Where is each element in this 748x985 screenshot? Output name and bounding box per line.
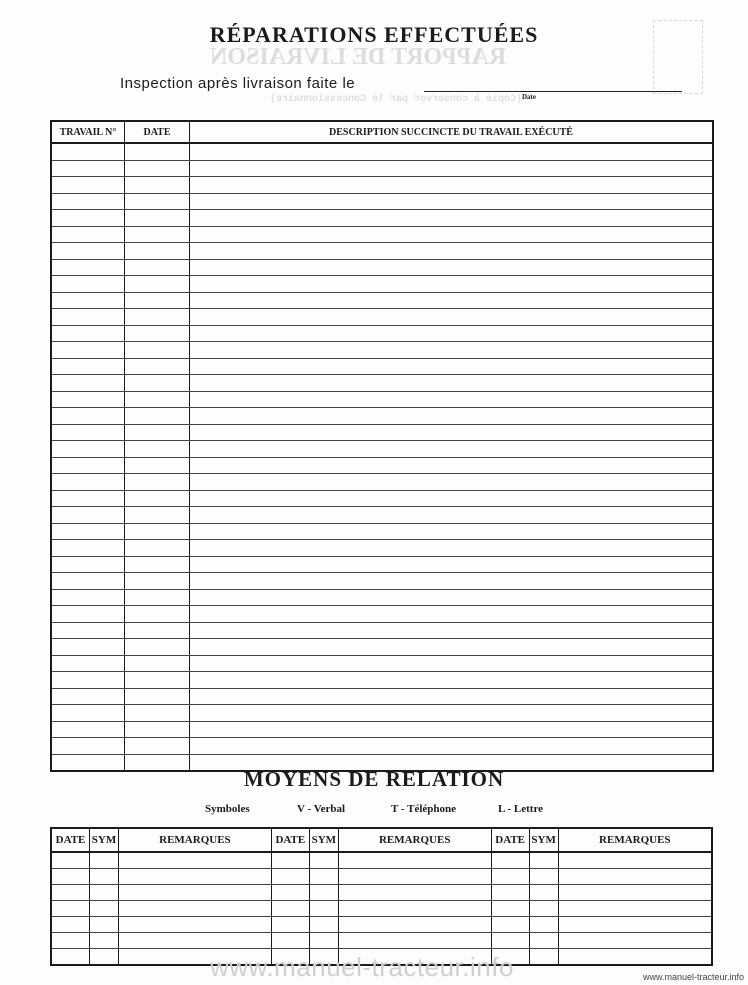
table-row [51, 210, 713, 227]
description-cell[interactable] [190, 342, 714, 359]
travail-cell[interactable] [51, 243, 125, 260]
relation-title: MOYENS DE RELATION [243, 767, 505, 791]
remarques-cell[interactable] [338, 901, 491, 917]
description-cell[interactable] [190, 391, 714, 408]
date-cell[interactable] [51, 885, 90, 901]
travail-cell[interactable] [51, 193, 125, 210]
travail-cell[interactable] [51, 457, 125, 474]
date-cell[interactable] [125, 589, 190, 606]
sym-cell[interactable] [529, 852, 558, 869]
relation-table-body [51, 852, 712, 965]
sym-cell[interactable] [90, 901, 119, 917]
table-row [51, 342, 713, 359]
description-cell[interactable] [190, 474, 714, 491]
repairs-header-row [51, 121, 713, 143]
description-cell[interactable] [190, 210, 714, 227]
date-cell[interactable] [125, 276, 190, 293]
date-cell[interactable] [491, 885, 529, 901]
sym-cell[interactable] [309, 869, 338, 885]
header-date-1: DATE [51, 828, 90, 852]
table-row [51, 507, 713, 524]
table-row [51, 259, 713, 276]
repairs-table-body [51, 143, 713, 771]
travail-cell[interactable] [51, 226, 125, 243]
travail-cell[interactable] [51, 325, 125, 342]
table-row [51, 193, 713, 210]
date-cell[interactable] [51, 949, 90, 966]
remarques-cell[interactable] [338, 869, 491, 885]
travail-cell[interactable] [51, 441, 125, 458]
date-cell[interactable] [125, 672, 190, 689]
sym-cell[interactable] [529, 901, 558, 917]
remarques-cell[interactable] [558, 869, 712, 885]
inspection-label: Inspection après livraison faite le [120, 75, 356, 92]
table-row [51, 852, 712, 869]
header-travail-no: TRAVAIL N° [51, 121, 125, 143]
travail-cell[interactable] [51, 342, 125, 359]
date-cell[interactable] [125, 408, 190, 425]
date-cell[interactable] [51, 917, 90, 933]
date-cell[interactable] [271, 885, 309, 901]
travail-cell[interactable] [51, 259, 125, 276]
inspection-date-line[interactable] [424, 91, 682, 92]
sym-cell[interactable] [90, 949, 119, 966]
sym-cell[interactable] [90, 869, 119, 885]
date-cell[interactable] [271, 869, 309, 885]
relation-table [50, 827, 713, 966]
remarques-cell[interactable] [338, 933, 491, 949]
date-cell[interactable] [125, 325, 190, 342]
description-cell[interactable] [190, 276, 714, 293]
table-row [51, 424, 713, 441]
table-row [51, 441, 713, 458]
date-cell[interactable] [125, 160, 190, 177]
header-description: DESCRIPTION SUCCINCTE DU TRAVAIL EXÉCUTÉ [190, 121, 714, 143]
bleed-through-heading: RAPPORT DE LIVRAISON [210, 44, 507, 70]
description-cell[interactable] [190, 375, 714, 392]
bleed-through-subtitle: (Copie à conserver par le Concessionnaire) [270, 94, 523, 105]
description-cell[interactable] [190, 738, 714, 755]
travail-cell[interactable] [51, 490, 125, 507]
table-row [51, 276, 713, 293]
table-row [51, 589, 713, 606]
table-row [51, 408, 713, 425]
header-sym-1: SYM [90, 828, 119, 852]
table-row [51, 292, 713, 309]
remarques-cell[interactable] [338, 917, 491, 933]
remarques-cell[interactable] [119, 901, 272, 917]
date-cell[interactable] [125, 540, 190, 557]
date-cell[interactable] [125, 622, 190, 639]
date-caption: Date [522, 93, 536, 101]
date-cell[interactable] [125, 507, 190, 524]
date-cell[interactable] [125, 573, 190, 590]
travail-cell[interactable] [51, 556, 125, 573]
description-cell[interactable] [190, 721, 714, 738]
description-cell[interactable] [190, 688, 714, 705]
travail-cell[interactable] [51, 721, 125, 738]
date-cell[interactable] [125, 655, 190, 672]
travail-cell[interactable] [51, 408, 125, 425]
travail-cell[interactable] [51, 143, 125, 160]
table-row [51, 540, 713, 557]
date-cell[interactable] [125, 738, 190, 755]
date-cell[interactable] [125, 556, 190, 573]
description-cell[interactable] [190, 705, 714, 722]
remarques-cell[interactable] [558, 901, 712, 917]
travail-cell[interactable] [51, 210, 125, 227]
description-cell[interactable] [190, 309, 714, 326]
sym-cell[interactable] [529, 885, 558, 901]
date-cell[interactable] [271, 852, 309, 869]
date-cell[interactable] [125, 375, 190, 392]
table-row [51, 474, 713, 491]
table-row [51, 375, 713, 392]
header-date-3: DATE [491, 828, 529, 852]
travail-cell[interactable] [51, 507, 125, 524]
description-cell[interactable] [190, 424, 714, 441]
header-sym-2: SYM [309, 828, 338, 852]
date-cell[interactable] [125, 606, 190, 623]
description-cell[interactable] [190, 408, 714, 425]
travail-cell[interactable] [51, 474, 125, 491]
repairs-table [50, 120, 714, 772]
remarques-cell[interactable] [338, 852, 491, 869]
travail-cell[interactable] [51, 160, 125, 177]
relation-header-row [51, 828, 712, 852]
sym-cell[interactable] [90, 933, 119, 949]
sym-cell[interactable] [309, 933, 338, 949]
description-cell[interactable] [190, 490, 714, 507]
symbol-telephone: T - Téléphone [391, 803, 456, 815]
remarques-cell[interactable] [558, 917, 712, 933]
date-cell[interactable] [125, 226, 190, 243]
table-row [51, 177, 713, 194]
date-cell[interactable] [125, 441, 190, 458]
date-cell[interactable] [51, 852, 90, 869]
travail-cell[interactable] [51, 177, 125, 194]
description-cell[interactable] [190, 523, 714, 540]
travail-cell[interactable] [51, 375, 125, 392]
travail-cell[interactable] [51, 424, 125, 441]
sym-cell[interactable] [309, 901, 338, 917]
remarques-cell[interactable] [558, 949, 712, 966]
date-cell[interactable] [51, 933, 90, 949]
travail-cell[interactable] [51, 589, 125, 606]
header-remarques-2: REMARQUES [338, 828, 491, 852]
table-row [51, 606, 713, 623]
travail-cell[interactable] [51, 738, 125, 755]
remarques-cell[interactable] [558, 933, 712, 949]
travail-cell[interactable] [51, 655, 125, 672]
description-cell[interactable] [190, 573, 714, 590]
travail-cell[interactable] [51, 358, 125, 375]
date-cell[interactable] [125, 523, 190, 540]
table-row [51, 325, 713, 342]
table-row [51, 622, 713, 639]
date-cell[interactable] [125, 193, 190, 210]
description-cell[interactable] [190, 358, 714, 375]
sym-cell[interactable] [309, 917, 338, 933]
remarques-cell[interactable] [558, 885, 712, 901]
remarques-cell[interactable] [119, 869, 272, 885]
table-row [51, 639, 713, 656]
description-cell[interactable] [190, 160, 714, 177]
description-cell[interactable] [190, 507, 714, 524]
date-cell[interactable] [125, 688, 190, 705]
table-row [51, 573, 713, 590]
date-cell[interactable] [491, 917, 529, 933]
description-cell[interactable] [190, 622, 714, 639]
remarques-cell[interactable] [119, 852, 272, 869]
date-cell[interactable] [271, 933, 309, 949]
sym-cell[interactable] [90, 852, 119, 869]
remarques-cell[interactable] [558, 852, 712, 869]
table-row [51, 143, 713, 160]
date-cell[interactable] [125, 391, 190, 408]
travail-cell[interactable] [51, 391, 125, 408]
date-cell[interactable] [125, 721, 190, 738]
travail-cell[interactable] [51, 540, 125, 557]
remarques-cell[interactable] [119, 933, 272, 949]
table-row [51, 721, 713, 738]
header-remarques-3: REMARQUES [558, 828, 712, 852]
sym-cell[interactable] [309, 885, 338, 901]
site-footer: www.manuel-tracteur.info [642, 972, 744, 982]
description-cell[interactable] [190, 143, 714, 160]
table-row [51, 933, 712, 949]
header-remarques-1: REMARQUES [119, 828, 272, 852]
date-cell[interactable] [271, 901, 309, 917]
travail-cell[interactable] [51, 573, 125, 590]
description-cell[interactable] [190, 177, 714, 194]
table-row [51, 160, 713, 177]
date-cell[interactable] [125, 292, 190, 309]
remarques-cell[interactable] [119, 885, 272, 901]
date-cell[interactable] [125, 358, 190, 375]
sym-cell[interactable] [90, 885, 119, 901]
table-row [51, 358, 713, 375]
date-cell[interactable] [491, 869, 529, 885]
page-title: RÉPARATIONS EFFECTUÉES [209, 22, 539, 47]
description-cell[interactable] [190, 193, 714, 210]
header-date-2: DATE [271, 828, 309, 852]
description-cell[interactable] [190, 540, 714, 557]
symbol-lettre: L - Lettre [498, 803, 544, 815]
travail-cell[interactable] [51, 309, 125, 326]
description-cell[interactable] [190, 325, 714, 342]
date-cell[interactable] [125, 143, 190, 160]
date-cell[interactable] [51, 901, 90, 917]
description-cell[interactable] [190, 655, 714, 672]
date-cell[interactable] [491, 933, 529, 949]
table-row [51, 655, 713, 672]
travail-cell[interactable] [51, 705, 125, 722]
table-row [51, 917, 712, 933]
date-cell[interactable] [125, 705, 190, 722]
date-cell[interactable] [125, 474, 190, 491]
sym-cell[interactable] [529, 949, 558, 966]
table-row [51, 243, 713, 260]
sym-cell[interactable] [90, 917, 119, 933]
travail-cell[interactable] [51, 292, 125, 309]
table-row [51, 885, 712, 901]
date-cell[interactable] [51, 869, 90, 885]
table-row [51, 490, 713, 507]
travail-cell[interactable] [51, 276, 125, 293]
date-cell[interactable] [125, 424, 190, 441]
description-cell[interactable] [190, 606, 714, 623]
header-date: DATE [125, 121, 190, 143]
date-cell[interactable] [271, 917, 309, 933]
symbols-label: Symboles [205, 803, 250, 815]
table-row [51, 672, 713, 689]
sym-cell[interactable] [529, 869, 558, 885]
date-cell[interactable] [491, 901, 529, 917]
remarques-cell[interactable] [338, 885, 491, 901]
description-cell[interactable] [190, 589, 714, 606]
date-cell[interactable] [125, 243, 190, 260]
description-cell[interactable] [190, 243, 714, 260]
description-cell[interactable] [190, 226, 714, 243]
remarques-cell[interactable] [119, 917, 272, 933]
sym-cell[interactable] [529, 933, 558, 949]
table-row [51, 688, 713, 705]
travail-cell[interactable] [51, 688, 125, 705]
table-row [51, 556, 713, 573]
sym-cell[interactable] [529, 917, 558, 933]
date-cell[interactable] [125, 342, 190, 359]
symbol-verbal: V - Verbal [297, 803, 346, 815]
travail-cell[interactable] [51, 523, 125, 540]
travail-cell[interactable] [51, 622, 125, 639]
description-cell[interactable] [190, 259, 714, 276]
travail-cell[interactable] [51, 639, 125, 656]
date-cell[interactable] [125, 210, 190, 227]
table-row [51, 226, 713, 243]
table-row [51, 869, 712, 885]
date-cell[interactable] [125, 259, 190, 276]
sym-cell[interactable] [309, 852, 338, 869]
table-row [51, 457, 713, 474]
date-cell[interactable] [125, 490, 190, 507]
description-cell[interactable] [190, 441, 714, 458]
date-cell[interactable] [125, 639, 190, 656]
description-cell[interactable] [190, 292, 714, 309]
date-cell[interactable] [125, 457, 190, 474]
table-row [51, 901, 712, 917]
travail-cell[interactable] [51, 672, 125, 689]
date-cell[interactable] [125, 177, 190, 194]
description-cell[interactable] [190, 457, 714, 474]
date-cell[interactable] [491, 852, 529, 869]
date-cell[interactable] [125, 309, 190, 326]
table-row [51, 705, 713, 722]
table-row [51, 738, 713, 755]
table-row [51, 309, 713, 326]
description-cell[interactable] [190, 639, 714, 656]
table-row [51, 391, 713, 408]
header-sym-3: SYM [529, 828, 558, 852]
table-row [51, 523, 713, 540]
description-cell[interactable] [190, 672, 714, 689]
watermark: www.manuel-tracteur.info [210, 952, 514, 982]
travail-cell[interactable] [51, 606, 125, 623]
description-cell[interactable] [190, 556, 714, 573]
